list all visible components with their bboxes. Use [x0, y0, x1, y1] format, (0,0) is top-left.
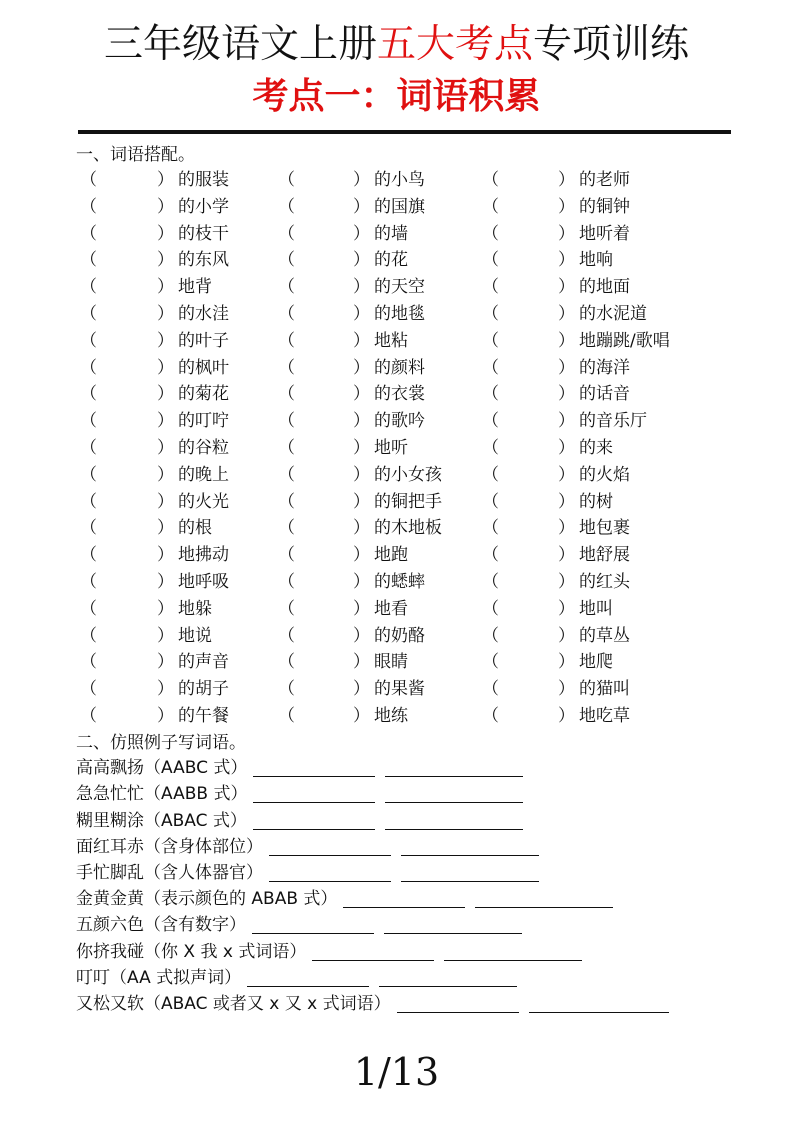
blank-open-paren: （ — [80, 679, 97, 700]
grid-cell-text: 的果酱 — [374, 679, 425, 700]
blank-close-paren: ） — [558, 598, 575, 619]
blank-close-paren: ） — [157, 277, 174, 298]
blank-open-paren: （ — [80, 518, 97, 539]
blank-open-paren: （ — [482, 491, 499, 512]
blank-close-paren: ） — [558, 223, 575, 244]
grid-cell-text: 地爬 — [579, 652, 613, 673]
blank-close-paren: ） — [157, 652, 174, 673]
blank-open-paren: （ — [278, 518, 295, 539]
grid-cell-text: 地听着 — [579, 223, 630, 244]
grid-cell-text: 的猫叫 — [579, 679, 630, 700]
blank-close-paren: ） — [558, 545, 575, 566]
blank-close-paren: ） — [353, 705, 370, 726]
grid-cell-text: 的音乐厅 — [579, 411, 647, 432]
blank-close-paren: ） — [558, 437, 575, 458]
blank-close-paren: ） — [157, 679, 174, 700]
grid-cell-text: 地听 — [374, 437, 408, 458]
grid-cell-text: 的铜把手 — [374, 491, 442, 512]
grid-cell-text: 地练 — [374, 705, 408, 726]
blank-open-paren: （ — [278, 411, 295, 432]
blank-close-paren: ） — [157, 170, 174, 190]
answer-blank[interactable] — [252, 915, 374, 934]
blank-close-paren: ） — [558, 303, 575, 324]
blank-open-paren: （ — [482, 384, 499, 405]
blank-close-paren: ） — [558, 518, 575, 539]
blank-close-paren: ） — [157, 625, 174, 646]
blank-close-paren: ） — [558, 277, 575, 298]
blank-open-paren: （ — [278, 437, 295, 458]
imitate-row — [76, 834, 669, 860]
blank-close-paren: ） — [353, 545, 370, 566]
blank-close-paren: ） — [353, 598, 370, 619]
blank-close-paren: ） — [157, 705, 174, 726]
blank-open-paren: （ — [482, 518, 499, 539]
blank-close-paren: ） — [353, 384, 370, 405]
blank-close-paren: ） — [558, 330, 575, 351]
grid-cell-text: 的地毯 — [374, 303, 425, 324]
blank-open-paren: （ — [80, 196, 97, 217]
blank-open-paren: （ — [80, 705, 97, 726]
blank-open-paren: （ — [278, 652, 295, 673]
imitate-prompt: 又松又软（ABAC 或者又 x 又 x 式词语） — [76, 993, 391, 1014]
blank-close-paren: ） — [353, 411, 370, 432]
answer-blank[interactable] — [397, 994, 519, 1013]
blank-open-paren: （ — [278, 598, 295, 619]
grid-cell-text: 地拂动 — [178, 545, 229, 566]
grid-cell-text: 地躲 — [178, 598, 212, 619]
blank-open-paren: （ — [278, 464, 295, 485]
blank-close-paren: ） — [353, 625, 370, 646]
grid-cell-text: 的歌吟 — [374, 411, 425, 432]
grid-cell-text: 的草丛 — [579, 625, 630, 646]
grid-cell-text: 的来 — [579, 437, 613, 458]
blank-close-paren: ） — [558, 357, 575, 378]
answer-blank[interactable] — [385, 784, 523, 803]
blank-close-paren: ） — [353, 679, 370, 700]
blank-open-paren: （ — [278, 705, 295, 726]
answer-blank[interactable] — [343, 889, 465, 908]
grid-cell-text: 的花 — [374, 250, 408, 271]
imitate-prompt: 你挤我碰（你 X 我 x 式词语） — [76, 941, 307, 962]
blank-open-paren: （ — [482, 303, 499, 324]
blank-open-paren: （ — [482, 464, 499, 485]
imitate-row — [76, 938, 669, 964]
grid-cell-text: 地跑 — [374, 545, 408, 566]
imitate-row — [76, 755, 669, 781]
blank-close-paren: ） — [353, 437, 370, 458]
blank-open-paren: （ — [482, 652, 499, 673]
grid-cell-text: 的枝干 — [178, 223, 229, 244]
grid-cell-text: 地背 — [178, 277, 212, 298]
answer-blank[interactable] — [253, 784, 375, 803]
blank-close-paren: ） — [353, 250, 370, 271]
blank-open-paren: （ — [278, 223, 295, 244]
grid-cell-text: 的叶子 — [178, 330, 229, 351]
grid-cell-text: 地看 — [374, 598, 408, 619]
blank-open-paren: （ — [278, 330, 295, 351]
grid-cell-text: 眼睛 — [374, 652, 408, 673]
blank-open-paren: （ — [80, 330, 97, 351]
blank-close-paren: ） — [353, 357, 370, 378]
blank-open-paren: （ — [278, 196, 295, 217]
answer-blank[interactable] — [401, 863, 539, 882]
blank-open-paren: （ — [482, 705, 499, 726]
blank-close-paren: ） — [157, 437, 174, 458]
blank-close-paren: ） — [353, 223, 370, 244]
grid-cell-text: 的火光 — [178, 491, 229, 512]
answer-blank[interactable] — [247, 968, 369, 987]
grid-cell-text: 的声音 — [178, 652, 229, 673]
grid-cell-text: 的谷粒 — [178, 437, 229, 458]
blank-open-paren: （ — [482, 223, 499, 244]
blank-open-paren: （ — [482, 679, 499, 700]
grid-cell-text: 的东风 — [178, 250, 229, 271]
blank-close-paren: ） — [157, 518, 174, 539]
blank-open-paren: （ — [482, 170, 499, 190]
blank-open-paren: （ — [80, 250, 97, 271]
grid-cell-text: 的地面 — [579, 277, 630, 298]
blank-close-paren: ） — [558, 571, 575, 592]
blank-open-paren: （ — [80, 652, 97, 673]
grid-cell-text: 的火焰 — [579, 464, 630, 485]
grid-cell-text: 的树 — [579, 491, 613, 512]
answer-blank[interactable] — [384, 915, 522, 934]
blank-close-paren: ） — [157, 303, 174, 324]
grid-cell-text: 地粘 — [374, 330, 408, 351]
blank-open-paren: （ — [278, 250, 295, 271]
blank-close-paren: ） — [558, 705, 575, 726]
grid-cell-text: 的衣裳 — [374, 384, 425, 405]
blank-open-paren: （ — [278, 170, 295, 190]
imitate-prompt: 手忙脚乱（含人体器官） — [76, 862, 263, 883]
blank-close-paren: ） — [353, 518, 370, 539]
imitate-prompt: 金黄金黄（表示颜色的 ABAB 式） — [76, 889, 338, 910]
blank-close-paren: ） — [558, 384, 575, 405]
blank-close-paren: ） — [157, 223, 174, 244]
blank-close-paren: ） — [558, 464, 575, 485]
blank-open-paren: （ — [482, 545, 499, 566]
answer-blank[interactable] — [253, 811, 375, 830]
grid-cell-text: 地说 — [178, 625, 212, 646]
blank-open-paren: （ — [80, 384, 97, 405]
blank-open-paren: （ — [278, 384, 295, 405]
answer-blank[interactable] — [269, 837, 391, 856]
blank-open-paren: （ — [278, 625, 295, 646]
title-part-b: 专项训练 — [533, 22, 690, 67]
imitate-row — [76, 860, 669, 886]
imitate-row — [76, 991, 669, 1017]
worksheet-subtitle: 考点一：词语积累 — [252, 76, 541, 117]
grid-cell-text: 的小鸟 — [374, 170, 425, 190]
imitate-prompt: 急急忙忙（AABB 式） — [76, 784, 248, 805]
blank-close-paren: ） — [157, 545, 174, 566]
blank-open-paren: （ — [80, 223, 97, 244]
grid-cell-text: 的小学 — [178, 196, 229, 217]
blank-close-paren: ） — [157, 571, 174, 592]
grid-cell-text: 的枫叶 — [178, 357, 229, 378]
blank-open-paren: （ — [80, 437, 97, 458]
blank-open-paren: （ — [482, 625, 499, 646]
blank-open-paren: （ — [482, 571, 499, 592]
grid-cell-text: 的老师 — [579, 170, 630, 190]
grid-cell-text: 地包裹 — [579, 518, 630, 539]
imitate-prompt: 面红耳赤（含身体部位） — [76, 836, 263, 857]
blank-open-paren: （ — [278, 491, 295, 512]
blank-open-paren: （ — [80, 411, 97, 432]
grid-cell-text: 的午餐 — [178, 705, 229, 726]
grid-cell-text: 的铜钟 — [579, 196, 630, 217]
grid-cell-text: 地响 — [579, 250, 613, 271]
blank-open-paren: （ — [80, 170, 97, 190]
blank-open-paren: （ — [80, 625, 97, 646]
grid-cell-text: 的叮咛 — [178, 411, 229, 432]
blank-open-paren: （ — [278, 277, 295, 298]
imitate-prompt: 五颜六色（含有数字） — [76, 915, 246, 936]
grid-cell-text: 的话音 — [579, 384, 630, 405]
blank-close-paren: ） — [558, 491, 575, 512]
blank-close-paren: ） — [558, 170, 575, 190]
grid-cell-text: 地呼吸 — [178, 571, 229, 592]
blank-close-paren: ） — [353, 170, 370, 190]
title-part-highlight: 五大考点 — [376, 22, 533, 67]
blank-close-paren: ） — [558, 250, 575, 271]
blank-close-paren: ） — [157, 384, 174, 405]
blank-open-paren: （ — [482, 411, 499, 432]
grid-cell-text: 的墙 — [374, 223, 408, 244]
blank-close-paren: ） — [157, 464, 174, 485]
blank-close-paren: ） — [353, 196, 370, 217]
blank-close-paren: ） — [558, 196, 575, 217]
blank-close-paren: ） — [558, 652, 575, 673]
grid-cell-text: 的小女孩 — [374, 464, 442, 485]
answer-blank[interactable] — [401, 837, 539, 856]
grid-cell-text: 地蹦跳/歌唱 — [579, 330, 670, 351]
imitate-row — [76, 965, 669, 991]
grid-cell-text: 的晚上 — [178, 464, 229, 485]
answer-blank[interactable] — [385, 758, 523, 777]
answer-blank[interactable] — [269, 863, 391, 882]
grid-cell-text: 的国旗 — [374, 196, 425, 217]
blank-open-paren: （ — [80, 277, 97, 298]
blank-close-paren: ） — [353, 330, 370, 351]
blank-open-paren: （ — [278, 679, 295, 700]
blank-open-paren: （ — [482, 598, 499, 619]
blank-open-paren: （ — [80, 464, 97, 485]
answer-blank[interactable] — [312, 942, 434, 961]
grid-cell-text: 的蟋蟀 — [374, 571, 425, 592]
blank-open-paren: （ — [482, 196, 499, 217]
blank-open-paren: （ — [80, 303, 97, 324]
section-heading-1: 一、词语搭配。 — [76, 145, 195, 165]
grid-cell-text: 的木地板 — [374, 518, 442, 539]
imitate-exercise-list — [76, 755, 669, 1017]
blank-open-paren: （ — [482, 250, 499, 271]
answer-blank[interactable] — [385, 811, 523, 830]
grid-cell-text: 的水泥道 — [579, 303, 647, 324]
blank-open-paren: （ — [80, 491, 97, 512]
blank-close-paren: ） — [558, 679, 575, 700]
grid-cell-text: 的天空 — [374, 277, 425, 298]
blank-close-paren: ） — [157, 491, 174, 512]
title-divider — [78, 130, 731, 134]
grid-cell-text: 的菊花 — [178, 384, 229, 405]
imitate-prompt: 高高飘扬（AABC 式） — [76, 758, 248, 779]
blank-close-paren: ） — [353, 652, 370, 673]
grid-cell-text: 的水洼 — [178, 303, 229, 324]
grid-cell-text: 地舒展 — [579, 545, 630, 566]
section-heading-2: 二、仿照例子写词语。 — [76, 733, 246, 753]
blank-close-paren: ） — [157, 411, 174, 432]
grid-cell-text: 的胡子 — [178, 679, 229, 700]
blank-open-paren: （ — [80, 598, 97, 619]
blank-close-paren: ） — [353, 571, 370, 592]
worksheet-title — [0, 22, 793, 68]
blank-close-paren: ） — [157, 598, 174, 619]
blank-open-paren: （ — [278, 571, 295, 592]
imitate-row — [76, 912, 669, 938]
blank-close-paren: ） — [353, 491, 370, 512]
imitate-row — [76, 886, 669, 912]
blank-open-paren: （ — [482, 330, 499, 351]
page-number: 1/13 — [353, 1050, 440, 1094]
grid-cell-text: 地吃草 — [579, 705, 630, 726]
title-part-a: 三年级语文上册 — [103, 22, 377, 67]
imitate-prompt: 叮叮（AA 式拟声词） — [76, 967, 242, 988]
blank-open-paren: （ — [278, 357, 295, 378]
answer-blank[interactable] — [253, 758, 375, 777]
grid-cell-text: 的根 — [178, 518, 212, 539]
blank-open-paren: （ — [278, 545, 295, 566]
answer-blank[interactable] — [529, 994, 669, 1013]
answer-blank[interactable] — [379, 968, 517, 987]
blank-open-paren: （ — [278, 303, 295, 324]
blank-close-paren: ） — [558, 411, 575, 432]
answer-blank[interactable] — [444, 942, 582, 961]
blank-close-paren: ） — [558, 625, 575, 646]
blank-open-paren: （ — [482, 277, 499, 298]
blank-close-paren: ） — [157, 250, 174, 271]
blank-open-paren: （ — [80, 571, 97, 592]
answer-blank[interactable] — [475, 889, 613, 908]
grid-cell-text: 的服装 — [178, 170, 229, 190]
grid-cell-text: 的颜料 — [374, 357, 425, 378]
imitate-row — [76, 781, 669, 807]
blank-close-paren: ） — [353, 464, 370, 485]
blank-close-paren: ） — [353, 277, 370, 298]
grid-cell-text: 的红头 — [579, 571, 630, 592]
blank-open-paren: （ — [80, 357, 97, 378]
blank-close-paren: ） — [157, 330, 174, 351]
blank-close-paren: ） — [157, 357, 174, 378]
blank-open-paren: （ — [80, 545, 97, 566]
imitate-prompt: 糊里糊涂（ABAC 式） — [76, 810, 247, 831]
grid-cell-text: 地叫 — [579, 598, 613, 619]
blank-open-paren: （ — [482, 357, 499, 378]
blank-open-paren: （ — [482, 437, 499, 458]
blank-close-paren: ） — [157, 196, 174, 217]
blank-close-paren: ） — [353, 303, 370, 324]
imitate-row — [76, 807, 669, 833]
grid-cell-text: 的海洋 — [579, 357, 630, 378]
grid-cell-text: 的奶酪 — [374, 625, 425, 646]
